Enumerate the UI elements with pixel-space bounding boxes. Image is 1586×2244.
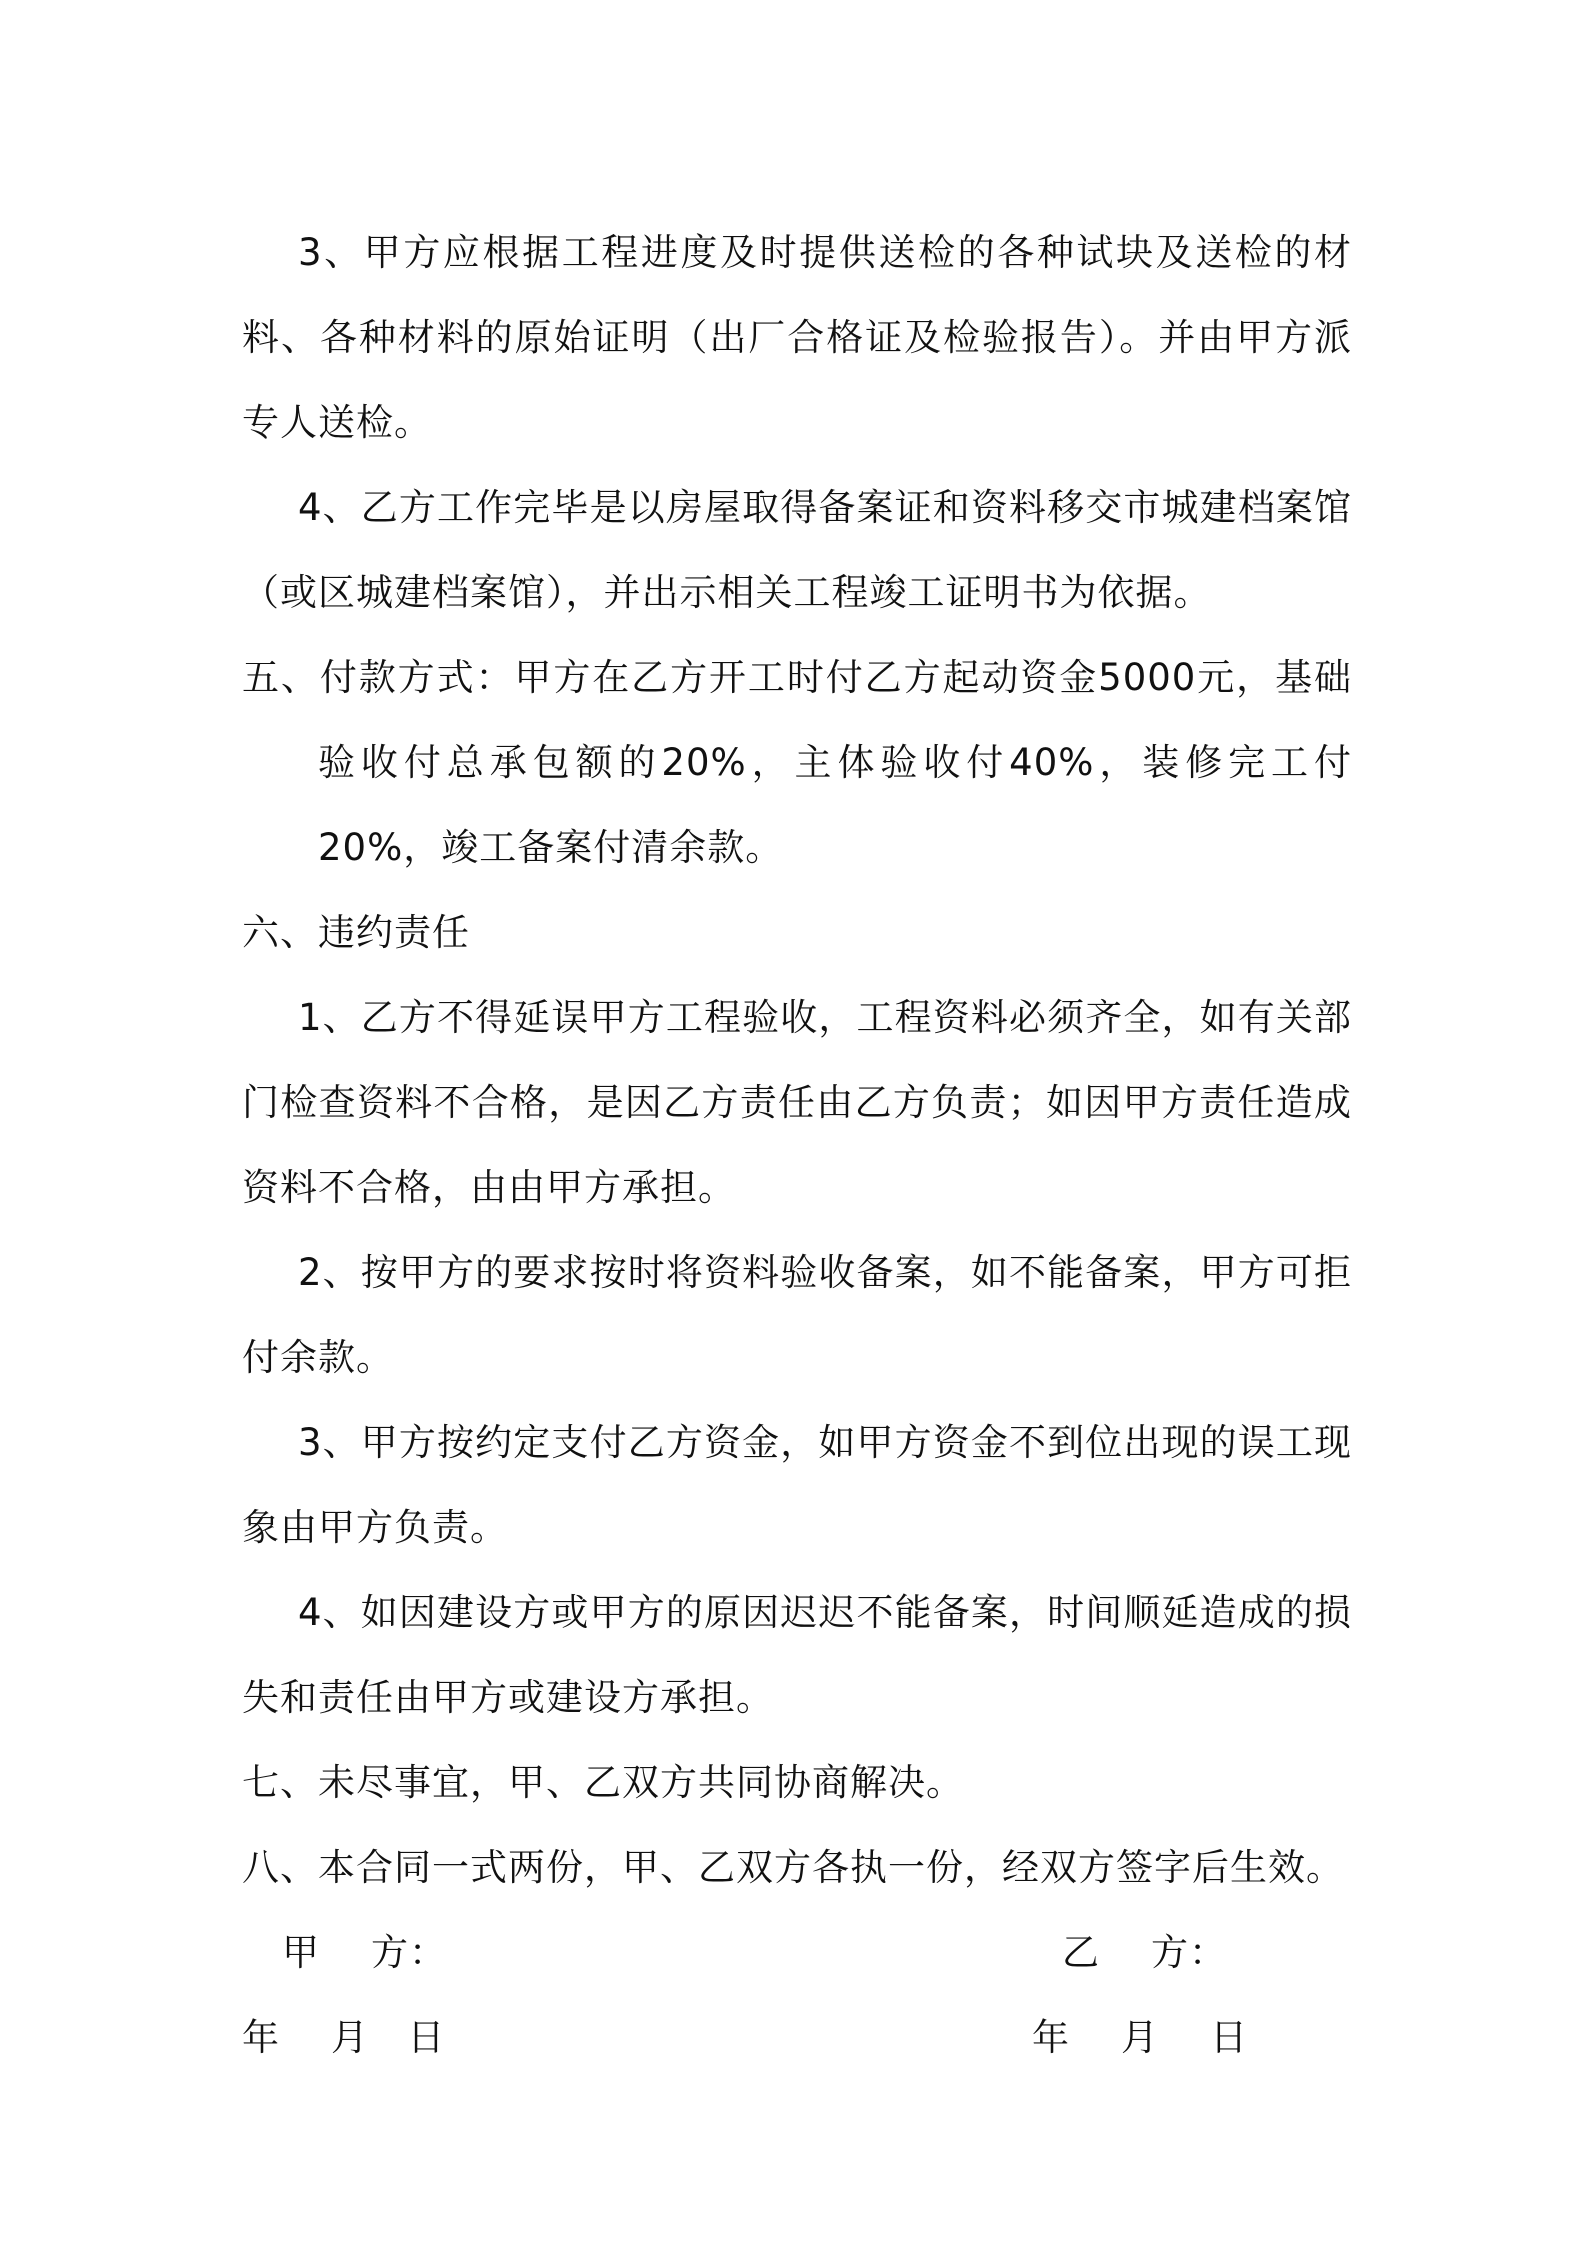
party-a-date: 年 月 日 [242, 2016, 446, 2059]
clause-4-3: 3、甲方应根据工程进度及时提供送检的各种试块及送检的材料、各种材料的原始证明（出厂合格证及检验报告）。并由甲方派专人送检。 [242, 231, 1352, 444]
section-copies-effect: 八、本合同一式两份，甲、乙双方各执一份，经双方签字后生效。 [242, 1846, 1344, 1889]
clause-6-4: 4、如因建设方或甲方的原因迟迟不能备案，时间顺延造成的损失和责任由甲方或建设方承担。 [242, 1591, 1352, 1719]
clause-6-3: 3、甲方按约定支付乙方资金，如甲方资金不到位出现的误工现象由甲方负责。 [242, 1421, 1352, 1549]
clause-6-2: 2、按甲方的要求按时将资料验收备案，如不能备案，甲方可拒付余款。 [242, 1251, 1352, 1379]
date-row [242, 1995, 1352, 2080]
clause-6-1: 1、乙方不得延误甲方工程验收，工程资料必须齐全，如有关部门检查资料不合格，是因乙方责任由乙方负责；如因甲方责任造成资料不合格，由由甲方承担。 [242, 996, 1352, 1209]
party-b-signature-label: 乙 方： [1062, 1931, 1228, 1974]
signature-row [242, 1910, 1352, 1995]
section-unresolved-matters: 七、未尽事宜，甲、乙双方共同协商解决。 [242, 1761, 964, 1804]
party-b-date: 年 月 日 [1032, 2016, 1249, 2059]
party-a-signature-label: 甲 方： [282, 1931, 448, 1974]
section-liability-heading: 六、违约责任 [242, 911, 470, 954]
contract-body [242, 210, 1352, 2080]
section-payment-terms: 五、付款方式：甲方在乙方开工时付乙方起动资金5000元，基础验收付总承包额的20%，主体验收付40%，装修完工付20%，竣工备案付清余款。 [242, 656, 1352, 869]
clause-4-4: 4、乙方工作完毕是以房屋取得备案证和资料移交市城建档案馆（或区城建档案馆），并出示相关工程竣工证明书为依据。 [242, 486, 1352, 614]
